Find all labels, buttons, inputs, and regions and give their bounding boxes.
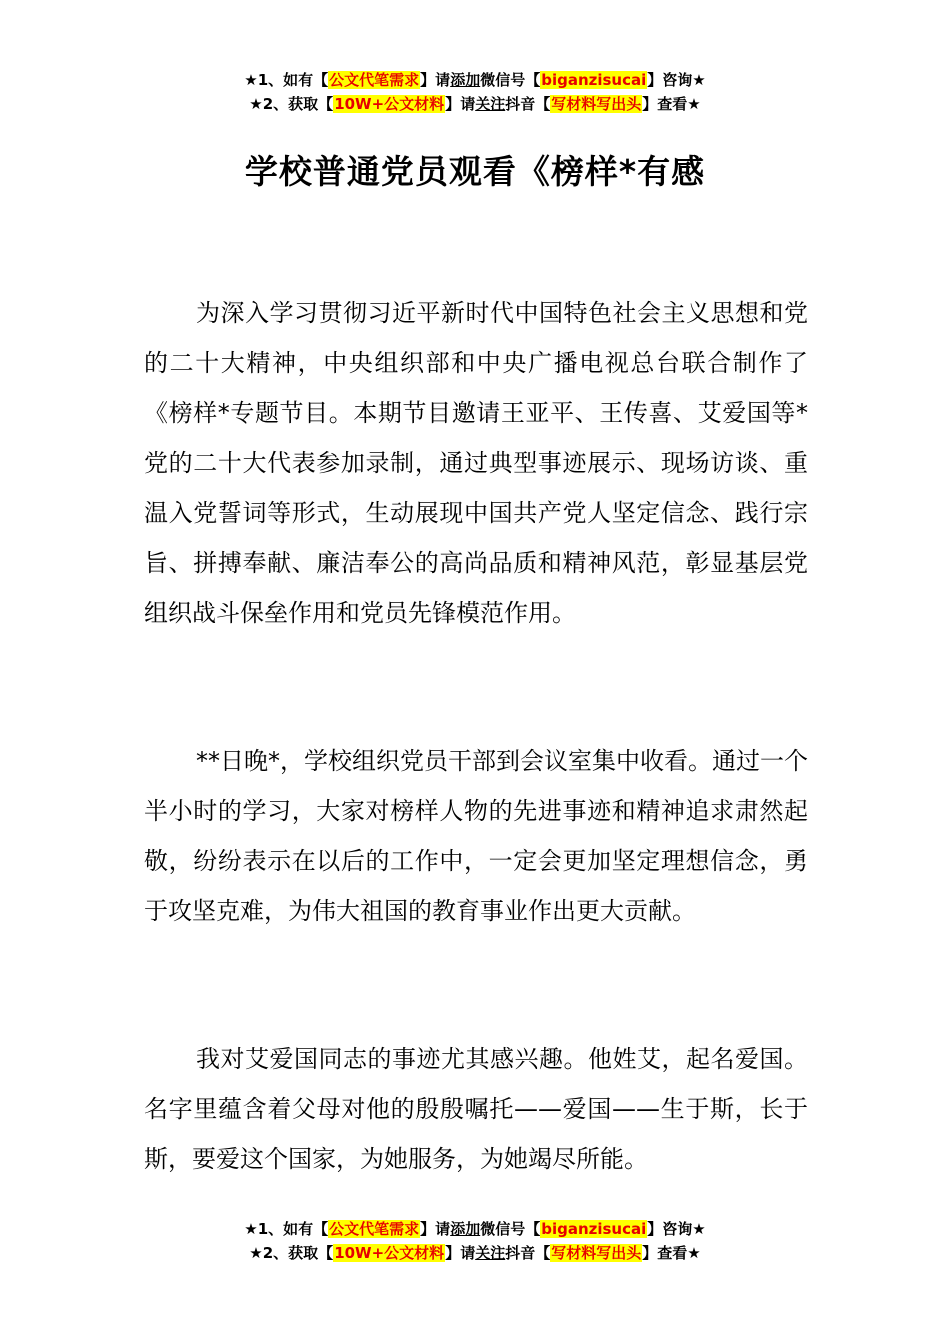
highlight-service: 公文代笔需求	[329, 71, 420, 89]
banner-text: 微信号【	[480, 1220, 541, 1238]
banner-text: 】请	[420, 71, 451, 89]
banner-text-underlined: 添加	[450, 1220, 481, 1238]
banner-text: 】查看★	[642, 1244, 701, 1262]
banner-text: ★2、获取【	[249, 95, 334, 113]
highlight-materials: 10W+公文材料	[334, 95, 445, 113]
paragraph-2: **日晚*，学校组织党员干部到会议室集中收看。通过一个半小时的学习，大家对榜样人物的先进事迹和精神追求肃然起敬，纷纷表示在以后的工作中，一定会更加坚定理想信念，勇于攻坚克难，为伟大祖国的教育事业作出更大贡献。	[144, 747, 808, 925]
banner-text: 抖音【	[505, 95, 551, 113]
banner-text-underlined: 添加	[450, 71, 481, 89]
banner-line-1	[0, 68, 950, 92]
banner-line-2	[0, 92, 950, 116]
banner-text: ★1、如有【	[244, 71, 329, 89]
footer-banner	[0, 1217, 950, 1265]
banner-text: ★1、如有【	[244, 1220, 329, 1238]
highlight-materials: 10W+公文材料	[334, 1244, 445, 1262]
banner-text: 微信号【	[480, 71, 541, 89]
banner-line-2	[0, 1241, 950, 1265]
paragraph-1: 为深入学习贯彻习近平新时代中国特色社会主义思想和党的二十大精神，中央组织部和中央广播电视总台联合制作了《榜样*专题节目。本期节目邀请王亚平、王传喜、艾爱国等*党的二十大代表参加录制，通过典型事迹展示、现场访谈、重温入党誓词等形式，生动展现中国共产党人坚定信念、践行宗旨、拼搏奉献、廉洁奉公的高尚品质和精神风范，彰显基层党组织战斗保垒作用和党员先锋模范作用。	[144, 299, 808, 627]
banner-text-underlined: 关注	[475, 95, 506, 113]
banner-text: 】查看★	[642, 95, 701, 113]
header-banner	[0, 68, 950, 116]
banner-text: 】请	[420, 1220, 451, 1238]
banner-text: 】咨询★	[647, 1220, 706, 1238]
banner-line-1	[0, 1217, 950, 1241]
paragraph-3: 我对艾爱国同志的事迹尤其感兴趣。他姓艾，起名爱国。名字里蕴含着父母对他的殷殷嘱托——爱国——生于斯，长于斯，要爱这个国家，为她服务，为她竭尽所能。	[144, 1045, 808, 1173]
banner-text: 】咨询★	[647, 71, 706, 89]
highlight-wechat-id: biganzisucai	[541, 71, 647, 89]
banner-text: ★2、获取【	[249, 1244, 334, 1262]
banner-text: 】请	[445, 95, 476, 113]
banner-text: 】请	[445, 1244, 476, 1262]
banner-text-underlined: 关注	[475, 1244, 506, 1262]
banner-text: 抖音【	[505, 1244, 551, 1262]
highlight-douyin-id: 写材料写出头	[551, 1244, 642, 1262]
highlight-douyin-id: 写材料写出头	[551, 95, 642, 113]
highlight-wechat-id: biganzisucai	[541, 1220, 647, 1238]
highlight-service: 公文代笔需求	[329, 1220, 420, 1238]
document-title: 学校普通党员观看《榜样*有感	[244, 152, 706, 191]
